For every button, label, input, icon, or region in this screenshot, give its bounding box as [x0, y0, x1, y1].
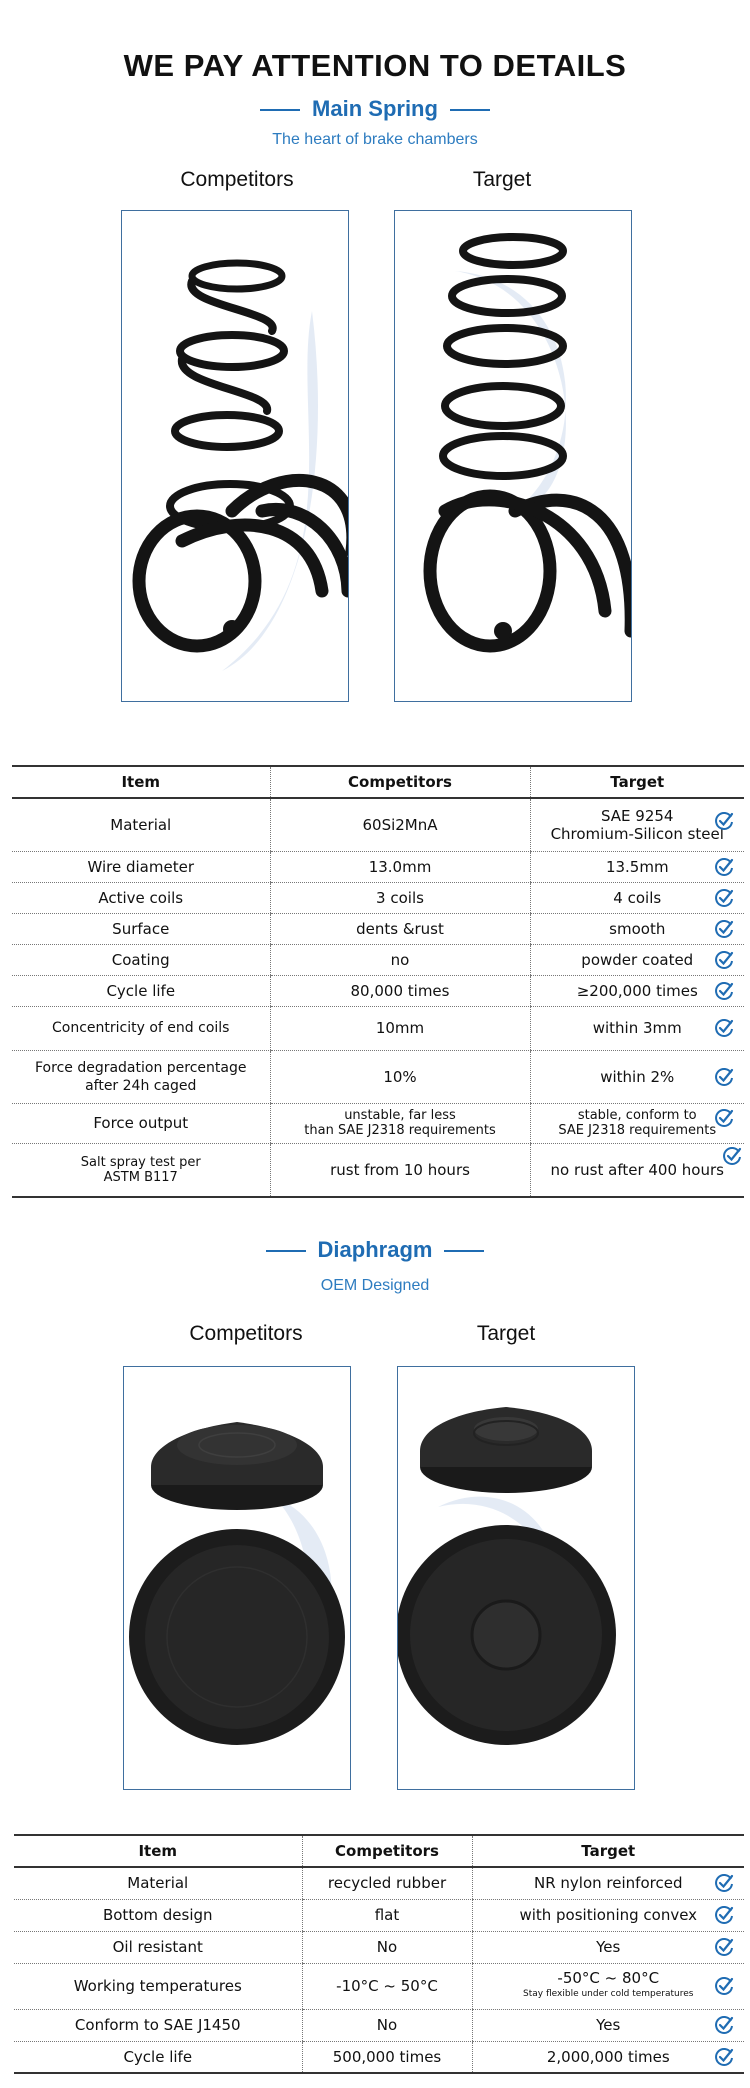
row-competitor-value: -10°C ~ 50°C — [302, 1963, 472, 2009]
header-target: Target — [472, 1835, 744, 1867]
check-circle-icon — [714, 1905, 734, 1925]
table-row — [14, 1931, 744, 1963]
target-value-text: 13.5mm — [605, 857, 669, 876]
target-diaphragm-illustration — [398, 1367, 634, 1789]
check-circle-icon — [714, 1873, 734, 1893]
row-item: Surface — [12, 913, 270, 944]
spring-heading-text: Main Spring — [312, 96, 438, 121]
row-target-value — [530, 1103, 744, 1143]
target-value-text: with positioning convex — [519, 1906, 698, 1924]
target-value-text: Yes — [596, 1938, 621, 1956]
table-row — [12, 798, 744, 851]
row-target-value — [472, 2041, 744, 2073]
spring-competitors-label: Competitors — [180, 168, 294, 191]
row-target-value — [530, 1050, 744, 1103]
heading-rule-right — [450, 109, 490, 111]
row-item: Bottom design — [14, 1899, 302, 1931]
table-row — [12, 882, 744, 913]
row-target-value — [530, 944, 744, 975]
header-target: Target — [530, 766, 744, 798]
check-circle-icon — [714, 981, 734, 1001]
row-competitor-value: rust from 10 hours — [270, 1143, 530, 1197]
table-row — [14, 1963, 744, 2009]
heading-rule-left — [266, 1250, 306, 1252]
table-row — [14, 1899, 744, 1931]
page-title: WE PAY ATTENTION TO DETAILS — [123, 48, 627, 83]
competitor-diaphragm-image — [123, 1366, 351, 1790]
row-item: Concentricity of end coils — [12, 1006, 270, 1050]
target-diaphragm-image — [397, 1366, 635, 1790]
header-item: Item — [14, 1835, 302, 1867]
item-line2: after 24h caged — [85, 1077, 197, 1094]
row-target-value — [530, 798, 744, 851]
row-competitor-value: 60Si2MnA — [270, 798, 530, 851]
target-value-note: Stay flexible under cold temperatures — [523, 1989, 694, 1999]
spring-comparison-table — [12, 765, 744, 1198]
diaphragm-comparison-table — [14, 1834, 744, 2074]
table-row — [14, 2009, 744, 2041]
target-spring-illustration — [395, 211, 631, 701]
check-circle-icon — [714, 1937, 734, 1957]
check-circle-icon — [714, 950, 734, 970]
table-row — [14, 1867, 744, 1899]
target-value-text: within 3mm — [592, 1019, 682, 1037]
row-target-value — [530, 1143, 744, 1197]
table-row — [12, 975, 744, 1006]
target-value-line2: SAE J2318 requirements — [558, 1123, 717, 1138]
table-row — [12, 1143, 744, 1197]
check-circle-icon — [714, 919, 734, 939]
row-item: Working temperatures — [14, 1963, 302, 2009]
spring-section-heading — [0, 96, 750, 122]
row-item: Active coils — [12, 882, 270, 913]
row-item: Oil resistant — [14, 1931, 302, 1963]
item-line1: Salt spray test per — [80, 1154, 201, 1170]
table-row — [14, 2041, 744, 2073]
row-target-value — [530, 882, 744, 913]
check-circle-icon — [714, 2047, 734, 2067]
target-value-text: smooth — [609, 919, 666, 938]
row-competitor-value: recycled rubber — [302, 1867, 472, 1899]
table-row — [12, 851, 744, 882]
header-competitors: Competitors — [302, 1835, 472, 1867]
check-circle-icon — [714, 857, 734, 877]
check-circle-icon — [722, 1146, 742, 1166]
row-target-value — [472, 1931, 744, 1963]
row-item: Material — [14, 1867, 302, 1899]
diaphragm-target-label: Target — [476, 1322, 536, 1345]
diaphragm-heading-text: Diaphragm — [317, 1237, 433, 1262]
row-competitor-value: 13.0mm — [270, 851, 530, 882]
target-value-line2: Chromium-Silicon steel — [550, 824, 724, 843]
competitor-diaphragm-illustration — [124, 1367, 350, 1789]
row-competitor-value: flat — [302, 1899, 472, 1931]
row-item: Cycle life — [14, 2041, 302, 2073]
row-competitor-value: 80,000 times — [270, 975, 530, 1006]
row-competitor-value: No — [302, 1931, 472, 1963]
row-competitor-value: 10% — [270, 1050, 530, 1103]
check-circle-icon — [714, 1018, 734, 1038]
row-competitor-value: No — [302, 2009, 472, 2041]
row-item — [12, 1050, 270, 1103]
row-competitor-value: 3 coils — [270, 882, 530, 913]
competitor-spring-image — [121, 210, 349, 702]
target-spring-image — [394, 210, 632, 702]
table-row — [12, 1050, 744, 1103]
spring-target-label: Target — [472, 168, 532, 191]
row-target-value — [472, 1867, 744, 1899]
header-competitors: Competitors — [270, 766, 530, 798]
row-target-value — [472, 1963, 744, 2009]
item-line1: Force degradation percentage — [35, 1059, 247, 1076]
competitor-line1: unstable, far less — [344, 1108, 456, 1123]
target-value-text: no rust after 400 hours — [550, 1160, 724, 1179]
check-circle-icon — [714, 811, 734, 831]
row-item: Conform to SAE J1450 — [14, 2009, 302, 2041]
competitor-spring-illustration — [122, 211, 348, 701]
row-item: Cycle life — [12, 975, 270, 1006]
spring-tagline: The heart of brake chambers — [272, 131, 478, 148]
check-circle-icon — [714, 1067, 734, 1087]
row-competitor-value: 500,000 times — [302, 2041, 472, 2073]
target-value-text: 2,000,000 times — [546, 2047, 670, 2066]
row-item: Wire diameter — [12, 851, 270, 882]
check-circle-icon — [714, 2015, 734, 2035]
row-target-value — [530, 913, 744, 944]
row-item: Force output — [12, 1103, 270, 1143]
table-row — [12, 1006, 744, 1050]
target-value-text: NR nylon reinforced — [534, 1874, 683, 1893]
row-target-value — [530, 975, 744, 1006]
row-item: Coating — [12, 944, 270, 975]
table-header-row — [12, 766, 744, 798]
row-item: Material — [12, 798, 270, 851]
check-circle-icon — [714, 1976, 734, 1996]
heading-rule-left — [260, 109, 300, 111]
target-value-line1: SAE 9254 — [601, 806, 674, 825]
row-target-value — [530, 1006, 744, 1050]
row-item — [12, 1143, 270, 1197]
header-item: Item — [12, 766, 270, 798]
table-row — [12, 944, 744, 975]
row-competitor-value: no — [270, 944, 530, 975]
row-target-value — [530, 851, 744, 882]
diaphragm-tagline: OEM Designed — [320, 1277, 430, 1294]
target-value-line1: stable, conform to — [577, 1108, 697, 1123]
table-row — [12, 1103, 744, 1143]
diaphragm-competitors-label: Competitors — [189, 1322, 303, 1345]
table-row — [12, 913, 744, 944]
row-competitor-value: 10mm — [270, 1006, 530, 1050]
target-value-text: Yes — [596, 2016, 621, 2034]
target-value-text: within 2% — [600, 1067, 675, 1086]
row-competitor-value: dents &rust — [270, 913, 530, 944]
competitor-line2: than SAE J2318 requirements — [304, 1123, 496, 1138]
heading-rule-right — [444, 1250, 484, 1252]
check-circle-icon — [714, 888, 734, 908]
item-line2: ASTM B117 — [103, 1169, 178, 1185]
row-target-value — [472, 2009, 744, 2041]
table-header-row — [14, 1835, 744, 1867]
diaphragm-section-heading — [0, 1237, 750, 1263]
row-target-value — [472, 1899, 744, 1931]
row-competitor-value — [270, 1103, 530, 1143]
target-value-text: powder coated — [581, 950, 694, 969]
target-value-text: 4 coils — [613, 888, 662, 907]
check-circle-icon — [714, 1108, 734, 1128]
target-value-text: -50°C ~ 80°C — [557, 1969, 660, 1987]
target-value-text: ≥200,000 times — [576, 981, 698, 1000]
